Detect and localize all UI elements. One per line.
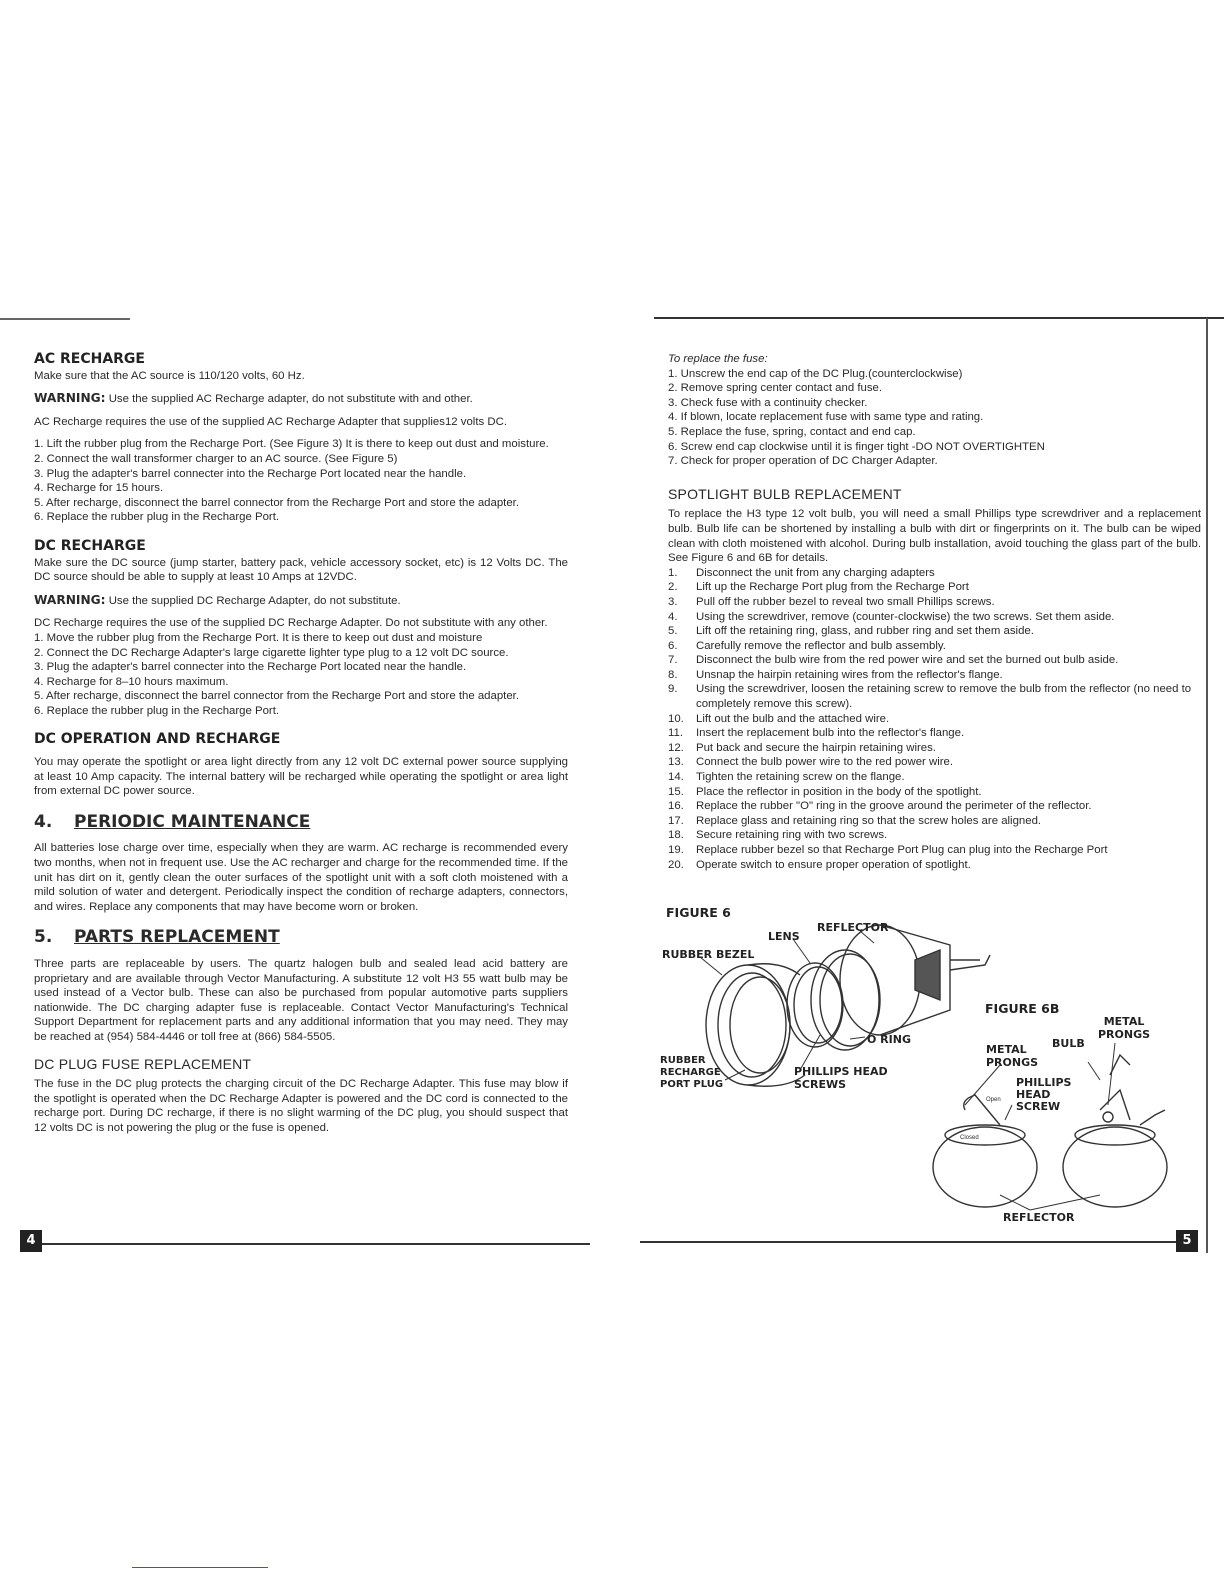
- list-item: [668, 639, 1201, 654]
- list-item: [668, 726, 1201, 741]
- left-page: [34, 352, 568, 1144]
- list-item: [668, 712, 1201, 727]
- list-item: [668, 741, 1201, 756]
- ac-recharge-requires: AC Recharge requires the use of the supplied AC Recharge Adapter that supplies12 volts DC.: [34, 415, 507, 428]
- step-text: Unsnap the hairpin retaining wires from the reflector's flange.: [696, 668, 1003, 681]
- list-item: 1. Unscrew the end cap of the DC Plug.(counterclockwise): [668, 367, 963, 380]
- step-number: 17.: [668, 814, 684, 827]
- step-number: 19.: [668, 844, 684, 856]
- step-number: 5.: [668, 625, 678, 638]
- list-item: 3. Plug the adapter's barrel connecter into the Recharge Port located near the handle.: [34, 661, 467, 674]
- step-number: 14.: [668, 771, 684, 784]
- label-line: METAL: [986, 1043, 1027, 1056]
- label-closed: Closed: [960, 1135, 979, 1141]
- page-number-right: 5: [1176, 1230, 1198, 1252]
- list-item: 5. After recharge, disconnect the barrel connector from the Recharge Port and store the adapter.: [34, 496, 520, 509]
- section-title: PARTS REPLACEMENT: [74, 927, 280, 948]
- bottom-rule-left: [30, 1243, 590, 1245]
- label-line: SCREWS: [794, 1078, 847, 1091]
- step-text: Disconnect the bulb wire from the red power wire and set the burned out bulb aside.: [696, 654, 1119, 667]
- step-number: 13.: [668, 756, 684, 769]
- dc-recharge-heading: DC RECHARGE: [34, 537, 146, 554]
- periodic-maintenance-heading: [34, 811, 568, 832]
- footer-link-rule: [132, 1567, 268, 1568]
- step-text: Secure retaining ring with two screws.: [696, 829, 888, 842]
- step-text: Replace glass and retaining ring so that the screw holes are aligned.: [696, 814, 1042, 827]
- ac-recharge-warning: [34, 391, 568, 407]
- list-item: [668, 799, 1201, 814]
- bottom-rule-right: [640, 1241, 1180, 1243]
- step-text: Pull off the rubber bezel to reveal two small Phillips screws.: [696, 595, 995, 608]
- step-number: 3.: [668, 595, 678, 608]
- periodic-maintenance-text: All batteries lose charge over time, especially when they are warm. AC recharge is recommended every two months, when not in frequent use. Use the AC recharger and charge for the recommended time. If the unit has dirt on it, gently clean the outer surfaces of the spotlight unit with a soft cloth moistened with a mild solution of water and detergent. Periodically inspect the condition of recharge adapters, connectors, and wires. Replace any components that may have become worn or broken.: [34, 842, 568, 913]
- dc-recharge-steps: [34, 631, 568, 719]
- step-text: Using the screwdriver, remove (counter-clockwise) the two screws. Set them aside.: [696, 610, 1115, 623]
- step-number: 9.: [668, 683, 678, 696]
- ac-warning-label: WARNING:: [34, 391, 106, 406]
- step-number: 4.: [668, 610, 678, 623]
- label-phillips-head-screw: [1016, 1077, 1071, 1113]
- label-line: PORT PLUG: [660, 1079, 724, 1090]
- step-number: 20.: [668, 858, 684, 871]
- right-edge-mark: [1206, 318, 1208, 1253]
- list-item: 1. Move the rubber plug from the Recharge Port. It is there to keep out dust and moisture: [34, 631, 483, 644]
- step-text: Carefully remove the reflector and bulb assembly.: [696, 639, 946, 652]
- dc-recharge-intro: Make sure the DC source (jump starter, battery pack, vehicle accessory socket, etc) is 12 Volts DC. The DC source should be able to supply at least 10 Amps at 12VDC.: [34, 556, 568, 584]
- step-text: Tighten the retaining screw on the flange.: [696, 771, 905, 784]
- list-item: 4. Recharge for 8–10 hours maximum.: [34, 675, 229, 688]
- label-line: PRONGS: [986, 1056, 1039, 1069]
- ac-recharge-steps: [34, 437, 568, 525]
- list-item: 6. Replace the rubber plug in the Recharge Port.: [34, 704, 280, 717]
- list-item: [668, 566, 1201, 581]
- ac-warning-text: Use the supplied AC Recharge adapter, do not substitute with and other.: [105, 393, 473, 406]
- section-number: 5.: [34, 927, 53, 948]
- label-line: RUBBER: [660, 1055, 706, 1066]
- list-item: [668, 785, 1201, 800]
- step-number: 2.: [668, 581, 678, 594]
- list-item: [668, 814, 1201, 829]
- dc-fuse-text: The fuse in the DC plug protects the charging circuit of the DC Recharge Adapter. This fuse may blow if the spotlight is operated when the DC Recharge Adapter is powered and the DC cord is connected to the recharge port. During DC recharge, if there is no slight warming of the DC plug, you should suspect that 12 volts DC is not powering the plug or the fuse is opened.: [34, 1078, 568, 1134]
- list-item: 2. Connect the DC Recharge Adapter's large cigarette lighter type plug to a 12 volt DC source.: [34, 646, 509, 659]
- list-item: [668, 828, 1201, 843]
- step-number: 16.: [668, 800, 684, 813]
- label-line: PHILLIPS HEAD: [794, 1065, 888, 1078]
- label-open: Open: [986, 1097, 1001, 1103]
- list-item: 4. Recharge for 15 hours.: [34, 482, 164, 495]
- dc-warning-text: Use the supplied DC Recharge Adapter, do not substitute.: [105, 594, 401, 607]
- label-line: PHILLIPS: [1016, 1076, 1072, 1089]
- parts-replacement-heading: [34, 927, 568, 948]
- step-text: Using the screwdriver, loosen the retaining screw to remove the bulb from the reflector (no need to completely remove this screw).: [696, 683, 1192, 711]
- step-number: 7.: [668, 654, 678, 667]
- step-number: 10.: [668, 712, 684, 725]
- list-item: [668, 624, 1201, 639]
- list-item: 7. Check for proper operation of DC Charger Adapter.: [668, 455, 938, 468]
- label-bulb: BULB: [1052, 1037, 1085, 1050]
- list-item: 4. If blown, locate replacement fuse with same type and rating.: [668, 411, 984, 424]
- list-item: 6. Screw end cap clockwise until it is finger tight -DO NOT OVERTIGHTEN: [668, 440, 1045, 453]
- step-text: Lift off the retaining ring, glass, and rubber ring and set them aside.: [696, 625, 1034, 638]
- list-item: [668, 682, 1201, 711]
- step-text: Operate switch to ensure proper operation of spotlight.: [696, 858, 971, 871]
- label-metal-prongs-left: [986, 1043, 1038, 1069]
- list-item: [668, 580, 1201, 595]
- dc-recharge-requires: DC Recharge requires the use of the supplied DC Recharge Adapter. Do not substitute with any other.: [34, 617, 548, 630]
- step-number: 6.: [668, 639, 678, 652]
- list-item: [668, 755, 1201, 770]
- label-reflector-6b: REFLECTOR: [1003, 1211, 1075, 1224]
- step-text: Replace rubber bezel so that Recharge Port Plug can plug into the Recharge Port: [696, 844, 1108, 856]
- step-number: 11.: [668, 727, 683, 740]
- page-number-left: 4: [20, 1230, 42, 1252]
- step-number: 8.: [668, 668, 678, 681]
- figure-6-title: FIGURE 6: [666, 905, 731, 920]
- step-text: Place the reflector in position in the body of the spotlight.: [696, 785, 982, 798]
- list-item: 2. Connect the wall transformer charger to an AC source. (See Figure 5): [34, 452, 398, 465]
- dc-recharge-warning: [34, 593, 568, 609]
- label-metal-prongs-right: [1098, 1015, 1150, 1041]
- bulb-steps: [668, 566, 1201, 872]
- list-item: 2. Remove spring center contact and fuse.: [668, 382, 883, 395]
- section-title: PERIODIC MAINTENANCE: [74, 811, 311, 832]
- list-item: [668, 668, 1201, 683]
- label-phillips-head-screws: [794, 1065, 888, 1091]
- label-o-ring: O RING: [867, 1033, 911, 1046]
- label-lens: LENS: [768, 930, 800, 943]
- list-item: [668, 858, 1201, 873]
- step-number: 1.: [668, 566, 678, 579]
- figure-6: [660, 905, 1200, 1225]
- label-rubber-bezel: RUBBER BEZEL: [662, 948, 755, 961]
- step-text: Connect the bulb power wire to the red power wire.: [696, 756, 954, 769]
- list-item: [668, 610, 1201, 625]
- top-rule-right: [654, 317, 1224, 319]
- label-line: HEAD: [1016, 1088, 1051, 1101]
- list-item: 6. Replace the rubber plug in the Recharge Port.: [34, 511, 280, 524]
- top-rule-left: [0, 318, 130, 320]
- step-text: Put back and secure the hairpin retaining wires.: [696, 741, 936, 754]
- step-text: Lift up the Recharge Port plug from the Recharge Port: [696, 581, 969, 594]
- step-text: Disconnect the unit from any charging adapters: [696, 566, 935, 579]
- list-item: [668, 843, 1201, 858]
- step-number: 15.: [668, 785, 684, 798]
- dc-fuse-heading: DC PLUG FUSE REPLACEMENT: [34, 1055, 252, 1072]
- dc-warning-label: WARNING:: [34, 592, 106, 607]
- label-rubber-recharge: [660, 1055, 723, 1091]
- fuse-steps: [668, 367, 1201, 469]
- dc-operation-heading: DC OPERATION AND RECHARGE: [34, 731, 281, 748]
- list-item: [668, 595, 1201, 610]
- step-number: 12.: [668, 741, 684, 754]
- parts-replacement-text: Three parts are replaceable by users. The quartz halogen bulb and sealed lead acid battery are proprietary and are available through Vector Manufacturing. A substitute 12 volt H3 55 watt bulb may be used instead of a Vector bulb. These can also be purchased from popular automotive parts suppliers nationwide. The DC charging adapter fuse is replaceable. Contact Vector Manufacturing's Technical Support Department for replacement parts and any additional information that you may need. They may be reached at (954) 584-4446 or toll free at (866) 584-5505.: [34, 958, 568, 1043]
- label-line: METAL: [1103, 1015, 1145, 1028]
- figure-6b-title: FIGURE 6B: [985, 1001, 1060, 1016]
- label-line: PRONGS: [1098, 1028, 1151, 1041]
- ac-recharge-intro: Make sure that the AC source is 110/120 volts, 60 Hz.: [34, 369, 305, 382]
- bulb-intro: To replace the H3 type 12 volt bulb, you will need a small Phillips type screwdriver and a replacement bulb. Bulb life can be shortened by installing a bulb with dirt or fingerprints on it. The bulb can be wiped clean with cloth moistened with alcohol. During bulb installation, avoid touching the glass part of the bulb. See Figure 6 and 6B for details.: [668, 508, 1201, 565]
- fuse-intro: To replace the fuse:: [668, 353, 768, 365]
- list-item: [668, 770, 1201, 785]
- step-text: Replace the rubber "O" ring in the groove around the perimeter of the reflector.: [696, 800, 1092, 813]
- dc-operation-text: You may operate the spotlight or area light directly from any 12 volt DC external power source supplying at least 10 Amp capacity. The internal battery will be recharged while operating the spotlight or area light from external DC power source.: [34, 756, 568, 798]
- list-item: 5. Replace the fuse, spring, contact and end cap.: [668, 425, 916, 438]
- right-page: [668, 352, 1201, 880]
- label-line: SCREW: [1016, 1100, 1061, 1113]
- bulb-heading: SPOTLIGHT BULB REPLACEMENT: [668, 485, 902, 502]
- label-reflector: REFLECTOR: [817, 921, 889, 934]
- ac-recharge-heading: AC RECHARGE: [34, 351, 145, 367]
- list-item: 1. Lift the rubber plug from the Recharge Port. (See Figure 3) It is there to keep out dust and moisture.: [34, 438, 549, 451]
- step-text: Lift out the bulb and the attached wire.: [696, 712, 890, 725]
- step-text: Insert the replacement bulb into the reflector's flange.: [696, 727, 965, 740]
- list-item: 5. After recharge, disconnect the barrel connector from the Recharge Port and store the adapter.: [34, 690, 520, 703]
- list-item: 3. Check fuse with a continuity checker.: [668, 396, 868, 409]
- list-item: 3. Plug the adapter's barrel connecter into the Recharge Port located near the handle.: [34, 467, 467, 480]
- list-item: [668, 653, 1201, 668]
- section-number: 4.: [34, 811, 53, 832]
- step-number: 18.: [668, 829, 684, 842]
- label-line: RECHARGE: [660, 1067, 721, 1078]
